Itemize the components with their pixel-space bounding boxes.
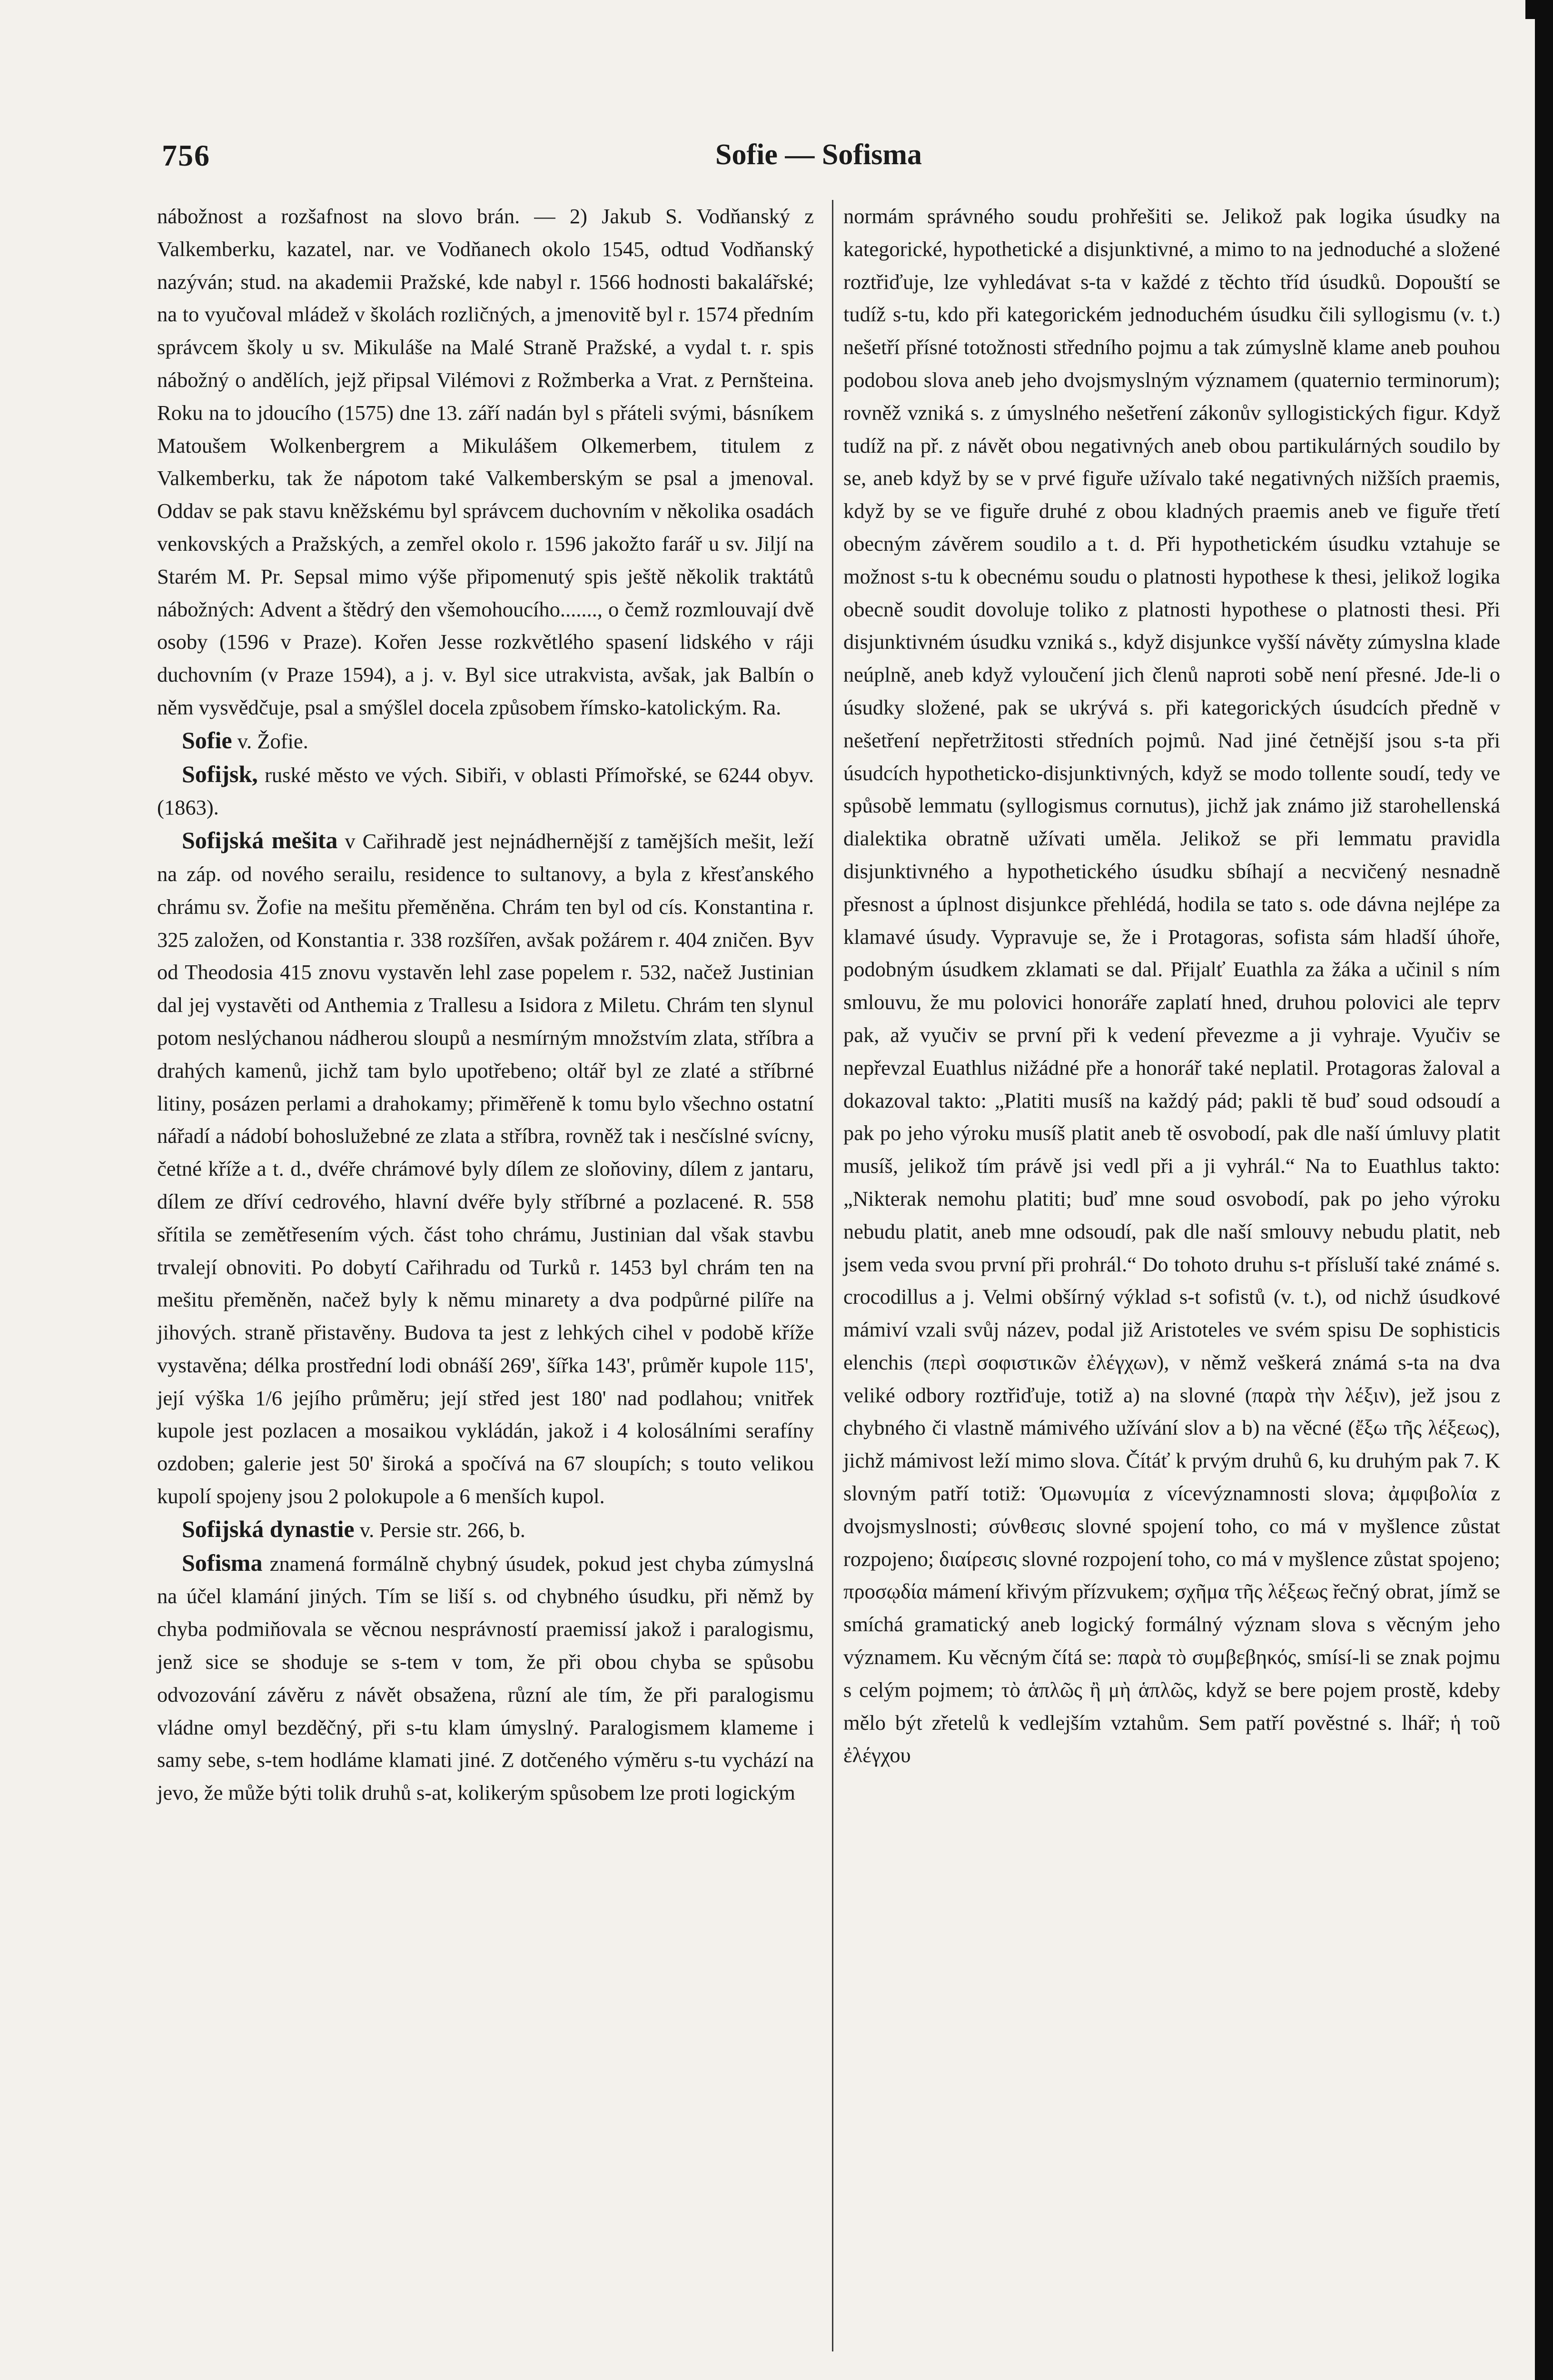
entry-sofisma-text: znamená formálně chybný úsudek, pokud jest chyba zúmyslná na účel klamání jiných. Tím se liší s. od chybného úsudku, při němž by chyba podmiňovala se věcnou nesprávností praemissí jakož i paralogismu, jenž sice se shoduje se s-tem v tom, že při obou chyba se spůsobu odvozování závěru z návět obsažena, různí ale tím, že při paralogismu vládne omyl bezděčný, při s-tu klam úmyslný. Paralogismem klameme i samy sebe, s-tem hodláme klamati jiné. Z dotčeného výměru s-tu vychází na jevo, že může býti tolik druhů s-at, kolikerým spůsobem lze proti logickým <box>157 1551 814 1805</box>
entry-sofie-text: v. Žofie. <box>237 729 308 753</box>
scan-edge-notch <box>1525 0 1539 19</box>
headword-sofisma: Sofisma <box>182 1549 263 1576</box>
headword-sofijska-mesita: Sofijská mešita <box>182 827 338 854</box>
entry-sofijsk <box>157 758 814 824</box>
entry-sofijsk-text: ruské město ve vých. Sibiři, v oblasti Přímořské, se 6244 obyv. (1863). <box>157 763 814 820</box>
right-column <box>843 200 1500 1772</box>
headword-sofie: Sofie <box>182 726 232 754</box>
page-header <box>162 138 1475 186</box>
headword-sofijsk: Sofijsk, <box>182 760 258 787</box>
scan-edge <box>1535 0 1553 2380</box>
entry-sofijska-mesita-text: v Cařihradě jest nejnádhernější z tamějších mešit, leží na záp. od nového serailu, residence to sultanovy, a byla z křesťanského chrámu sv. Žofie na mešitu přeměněna. Chrám ten byl od cís. Konstantina r. 325 založen, od Konstantia r. 338 rozšířen, avšak požárem r. 404 zničen. Byv od Theodosia 415 znovu vystavěn lehl zase popelem r. 532, načež Justinian dal jej vystavěti od Anthemia z Trallesu a Isidora z Miletu. Chrám ten slynul potom neslýchanou nádherou sloupů a nesmírným množstvím zlata, stříbra a drahých kamenů, jichž tam bylo upotřebeno; oltář byl ze zlaté a stříbrné litiny, posázen perlami a drahokamy; přiměřeně k tomu bylo všechno ostatní nářadí a nádobí bohoslužebné ze zlata a stříbra, rovněž tak i nesčíslné svícny, četné kříže a t. d., dvéře chrámové byly dílem ze sloňoviny, dílem z jantaru, dílem ze dříví cedrového, hlavní dvéře byly stříbrné a pozlacené. R. 558 sřítila se zemětřesením vých. část toho chrámu, Justinian dal však stavbu trvalejí obnoviti. Po dobytí Cařihradu od Turků r. 1453 byl chrám ten na mešitu přeměněn, načež byly k němu minarety a dva podpůrné pilíře na jihových. straně přistavěny. Budova ta jest z lehkých cihel v podobě kříže vystavěna; délka prostřední lodi obnáší 269', šířka 143', průměr kupole 115', její výška 1/6 jejího průměru; její střed jest 180' nad podlahou; vnitřek kupole jest pozlacen a mosaikou vykládán, jakož i 4 kolosálními serafíny ozdoben; galerie jest 50' široká a spočívá na 67 sloupích; s touto velikou kupolí spojeny jsou 2 polokupole a 6 menších kupol. <box>157 829 814 1508</box>
running-head: Sofie — Sofisma <box>715 139 922 171</box>
page-number: 756 <box>162 139 210 172</box>
entry-sofijska-dynastie <box>157 1513 814 1547</box>
headword-sofijska-dynastie: Sofijská dynastie <box>182 1515 355 1542</box>
entry-sofijska-dynastie-text: v. Persie str. 266, b. <box>359 1517 525 1542</box>
entry-sofisma-continuation: normám správného soudu prohřešiti se. Jelikož pak logika úsudky na kategorické, hypothetické a disjunktivné, a mimo to na jednoduché a složené roztřiďuje, lze vyhledávat s-ta v každé z těchto tříd úsudků. Dopouští se tudíž s-tu, kdo při kategorickém jednoduchém úsudku čili syllogismu (v. t.) nešetří přísné totožnosti středního pojmu a tak zúmyslně klame aneb pouhou podobou slova aneb jeho dvojsmyslným významem (quaternio terminorum); rovněž vzniká s. z úmyslného nešetření zákonův syllogistických figur. Když tudíž na př. z návět obou negativných aneb obou partikulárných soudilo by se, aneb když by se v prvé figuře užívalo také negativných nižších praemis, když by se ve figuře druhé z obou kladných praemis aneb ve figuře třetí obecným závěrem soudilo a t. d. Při hypothetickém úsudku vztahuje se možnost s-tu k obecnému soudu o platnosti hypothese k thesi, jelikož logika obecně soudit dovoluje toliko z platnosti hypothese o platnosti thesi. Při disjunktivném úsudku vzniká s., když disjunkce vyšší návěty zúmyslna klade neúplně, aneb když vyloučení jich členů naproti sobě není přesné. Jde-li o úsudky složené, pak se ukrývá s. při kategorických úsudcích předně v nešetření nepřetržitosti středních pojmů. Nad jiné četnější jsou s-ta při úsudcích hypotheticko-disjunktivných, když se modo tollente soudí, tedy ve spůsobě lemmatu (syllogismus cornutus), jichž jak známo již starohellenská dialektika obratně užívati uměla. Jelikož se při lemmatu pravidla disjunktivného a hypothetického úsudku sbíhají a necvičený nesnadně přesnost a úplnost disjunkce přehlédá, hodila se tato s. ode dávna nejlépe za klamavé úsudy. Vypravuje se, že i Protagoras, sofista sám hladší úhoře, podobným úsudkem zklamati se dal. Přijalť Euathla za žáka a učinil s ním smlouvu, že mu polovici honoráře zaplatí hned, druhou polovici ale teprv pak, až vyučiv se první při k vedení převezme a ji vyhraje. Vyučiv se nepřevzal Euathlus nižádné pře a honorář také neplatil. Protagoras žaloval a dokazoval takto: „Platiti musíš na každý pád; pakli tě buď soud odsoudí a pak po jeho výroku musíš platit aneb tě osvobodí, pak dle naší úmluvy platit musíš, jelikož tím právě jsi vedl při a ji vyhrál.“ Na to Euathlus takto: „Nikterak nemohu platiti; buď mne soud osvobodí, pak po jeho výroku nebudu platit, aneb mne odsoudí, pak dle naší smlouvy nebudu platit, neb jsem veda svou první při prohrál.“ Do tohoto druhu s-t přísluší také známé s. crocodillus a j. Velmi obšírný výklad s-t sofistů (v. t.), od nichž úsudkové mámiví vzali svůj název, podal již Aristoteles ve svém spisu De sophisticis elenchis (περὶ σοφιστικῶν ἐλέγχων), v němž veškerá známá s-ta na dva veliké odbory roztřiďuje, totiž a) na slovné (παρὰ τὴν λέξιν), jež jsou z chybného či vlastně mámivého užívání slov a b) na věcné (ἔξω τῆς λέξεως), jichž mámivost leží mimo slova. Čítáť k prvým druhů 6, ku druhým pak 7. K slovným patří totiž: Ὁμωνυμία z vícevýznamnosti slova; ἀμφιβολία z dvojsmyslnosti; σύνθεσις slovné spojení toho, co má v myšlence zůstat rozpojeno; διαίρεσις slovné rozpojení toho, co má v myšlence zůstat spojeno; προσῳδία mámení křivým přízvukem; σχῆμα τῆς λέξεως řečný obrat, jímž se smíchá gramatický aneb logický formálný význam slova s věcným jeho významem. Ku věcným čítá se: παρὰ τὸ συμβεβηκός, smísí-li se znak pojmu s celým pojmem; τὸ ἁπλῶς ἢ μὴ ἁπλῶς, když se bere pojem prostě, kdeby mělo být zřetelů k vedlejším vztahům. Sem patří pověstné s. lhář; ἡ τοῦ ἐλέγχου <box>843 204 1500 1767</box>
entry-sofisma <box>157 1547 814 1809</box>
left-column <box>157 200 814 1809</box>
entry-sofijska-mesita <box>157 824 814 1513</box>
entry-sofie <box>157 724 814 758</box>
column-divider <box>832 200 833 2351</box>
entry-jakub-continuation: nábožnost a rozšafnost na slovo brán. — 2) Jakub S. Vodňanský z Valkemberku, kazatel, nar. ve Vodňanech okolo 1545, odtud Vodňanský nazýván; stud. na akademii Pražské, kde nabyl r. 1566 hodnosti bakalářské; na to vyučoval mládež v školách rozličných, a jmenovitě byl r. 1574 předním správcem školy u sv. Mikuláše na Malé Straně Pražské, a vydal t. r. spis nábožný o andělích, jejž připsal Vilémovi z Rožmberka a Vrat. z Pernšteina. Roku na to jdoucího (1575) dne 13. září nadán byl s přáteli svými, básníkem Matoušem Wolkenbergrem a Mikulášem Olkemerbem, titulem z Valkemberku, tak že nápotom také Valkemberským se psal a jmenoval. Oddav se pak stavu kněžskému byl správcem duchovním v několika osadách venkovských a Pražských, a zemřel okolo r. 1596 jakožto farář u sv. Jiljí na Starém M. Pr. Sepsal mimo výše připomenutý spis ještě několik traktátů nábožných: Advent a štědrý den všemohoucího......., o čemž rozmlouvají dvě osoby (1596 v Praze). Kořen Jesse rozkvětlého spasení lidského v ráji duchovním (v Praze 1594), a j. v. Byl sice utrakvista, avšak, jak Balbín o něm vysvědčuje, psal a smýšlel docela způsobem římsko-katolickým. Ra. <box>157 204 814 719</box>
